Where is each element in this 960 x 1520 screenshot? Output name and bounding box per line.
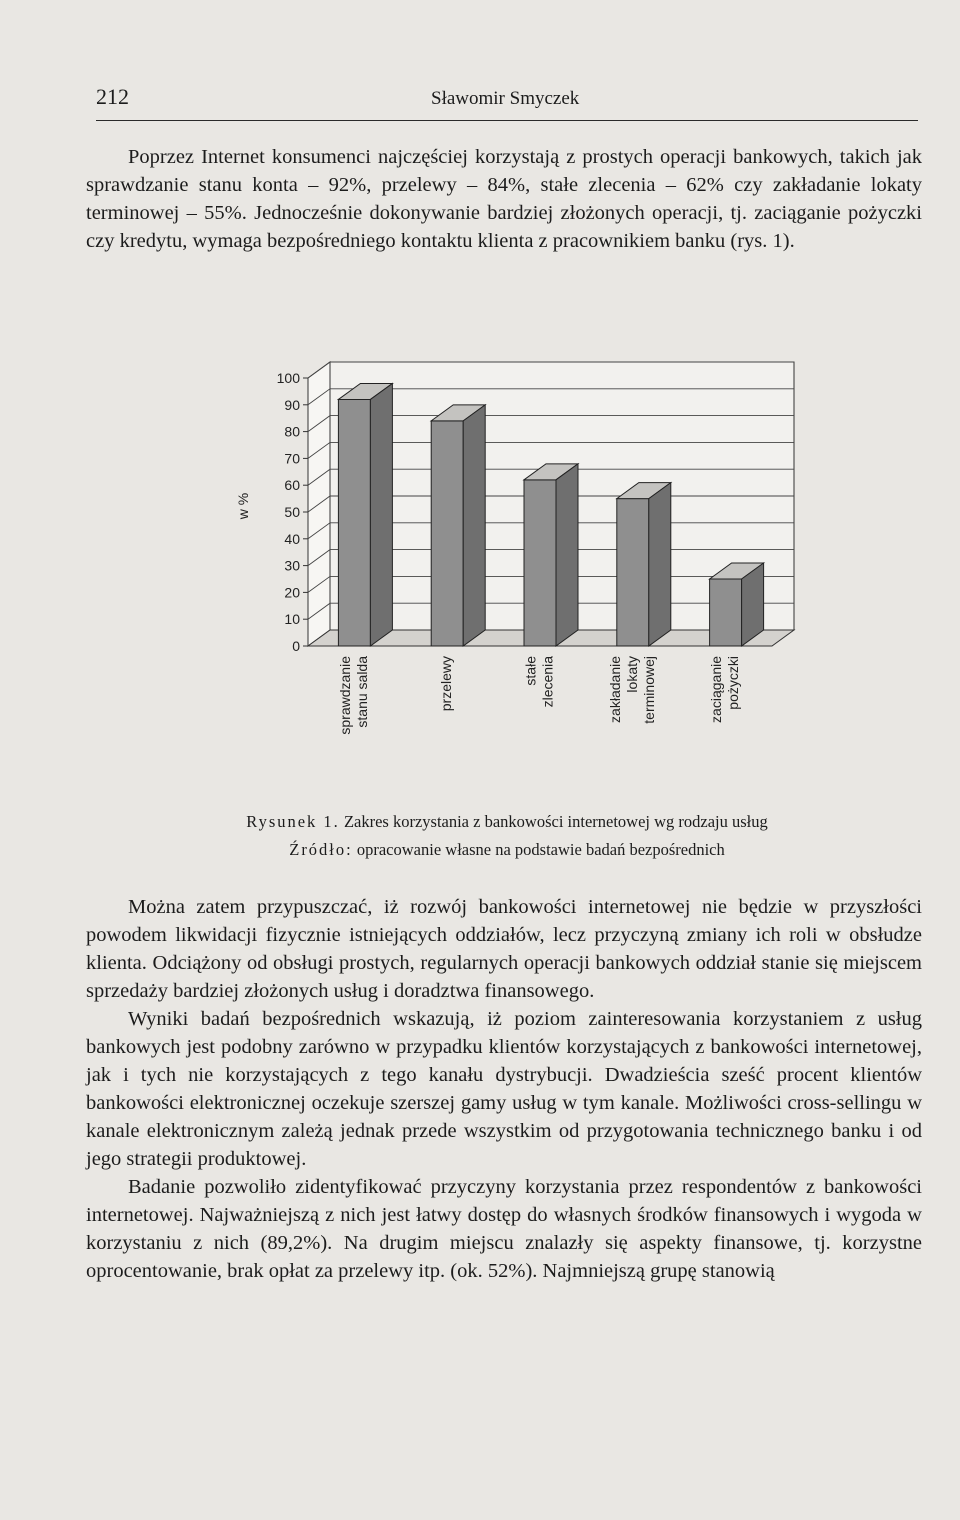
y-tick-label: 30 bbox=[284, 557, 300, 574]
x-category-label: pożyczki bbox=[725, 656, 742, 710]
y-tick-label: 10 bbox=[284, 611, 300, 628]
x-category-label: zakładanie bbox=[606, 656, 623, 723]
x-category-label: przelewy bbox=[438, 656, 455, 712]
paragraph: Wyniki badań bezpośrednich wskazują, iż poziom zainteresowania korzystaniem z usług bankowych jest podobny zarówno w przypadku klientów korzystających z bankowości internetowej, jak i tych nie korzystających z tego kanału dystrybucji. Dwadzieścia sześć procent klientów bankowości elektronicznej oczekuje szerszej gamy usług w tym kanale. Możliwości cross-sellingu w kanale elektronicznym zależą jednak przede wszystkim od przygotowania technicznego banku i od jego strategii produktowej. bbox=[86, 1008, 922, 1170]
y-tick-label: 0 bbox=[292, 638, 300, 654]
running-author: Sławomir Smyczek bbox=[431, 88, 580, 109]
chart-bar-side bbox=[649, 483, 671, 646]
body-text-top bbox=[86, 143, 922, 255]
x-category-label: zlecenia bbox=[539, 656, 556, 708]
chart-bar-side bbox=[370, 383, 392, 646]
x-category-label: stanu salda bbox=[353, 656, 370, 728]
chart-bar bbox=[710, 579, 742, 646]
paragraph: Badanie pozwoliło zidentyfikować przyczyny korzystania przez respondentów z bankowości internetowej. Najważniejszą z nich jest łatwy dostęp do własnych środków finansowych i wygoda w korzystaniu z nich (89,2%). Na drugim miejscu znalazły się aspekty finansowe, tj. korzystne oprocentowanie, brak opłat za przelewy itp. (ok. 52%). Najmniejszą grupę stanowią bbox=[86, 1176, 922, 1282]
paragraph: Można zatem przypuszczać, iż rozwój bankowości internetowej nie będzie w przyszłości powodem likwidacji fizycznie istniejących oddziałów, lecz przyczyną zmiany ich roli w obsłudze klienta. Odciążony od obsługi prostych, regularnych operacji bankowych oddział stanie się miejscem sprzedaży bardziej złożonych usług i doradztwa finansowego. bbox=[86, 896, 922, 1002]
body-text-bottom bbox=[86, 893, 922, 1285]
y-tick-label: 20 bbox=[284, 584, 300, 601]
source-label: Źródło: bbox=[289, 840, 353, 859]
chart-bar bbox=[524, 480, 556, 646]
y-tick-label: 60 bbox=[284, 477, 300, 494]
page-number: 212 bbox=[96, 84, 129, 109]
chart-bar bbox=[617, 499, 649, 646]
x-category-label: stałe bbox=[522, 656, 539, 686]
y-axis-label: w % bbox=[235, 492, 251, 520]
paragraph: Poprzez Internet konsumenci najczęściej korzystają z prostych operacji bankowych, takich jak sprawdzanie stanu konta – 92%, przelewy – 84%, stałe zlecenia – 62% czy zakładanie lokaty terminowej – 55%. Jednocześnie dokonywanie bardziej złożonych operacji, tj. zaciąganie pożyczki czy kredytu, wymaga bezpośredniego kontaktu klienta z pracownikiem banku (rys. 1). bbox=[86, 146, 922, 252]
x-category-label: sprawdzanie bbox=[336, 656, 353, 735]
y-tick-label: 90 bbox=[284, 396, 300, 413]
chart-bar bbox=[338, 399, 370, 646]
y-tick-label: 50 bbox=[284, 504, 300, 520]
source-text: opracowanie własne na podstawie badań bezpośrednich bbox=[356, 840, 725, 859]
chart-bar bbox=[431, 421, 463, 646]
figure-caption bbox=[96, 810, 918, 834]
chart-bar-side bbox=[556, 464, 578, 646]
y-tick-label: 40 bbox=[284, 530, 300, 547]
figure-caption-text: Zakres korzystania z bankowości internetowej wg rodzaju usług bbox=[343, 812, 768, 831]
x-category-label: terminowej bbox=[640, 656, 657, 724]
figure-chart bbox=[220, 356, 800, 796]
chart-bar-side bbox=[463, 405, 485, 646]
y-tick-label: 100 bbox=[276, 370, 300, 386]
running-header bbox=[96, 80, 918, 121]
figure-source bbox=[96, 838, 918, 862]
x-category-label: lokaty bbox=[623, 656, 640, 693]
y-tick-label: 70 bbox=[284, 450, 300, 467]
x-category-label: zaciąganie bbox=[708, 656, 725, 723]
figure-label: Rysunek 1. bbox=[246, 812, 340, 831]
y-tick-label: 80 bbox=[284, 423, 300, 440]
